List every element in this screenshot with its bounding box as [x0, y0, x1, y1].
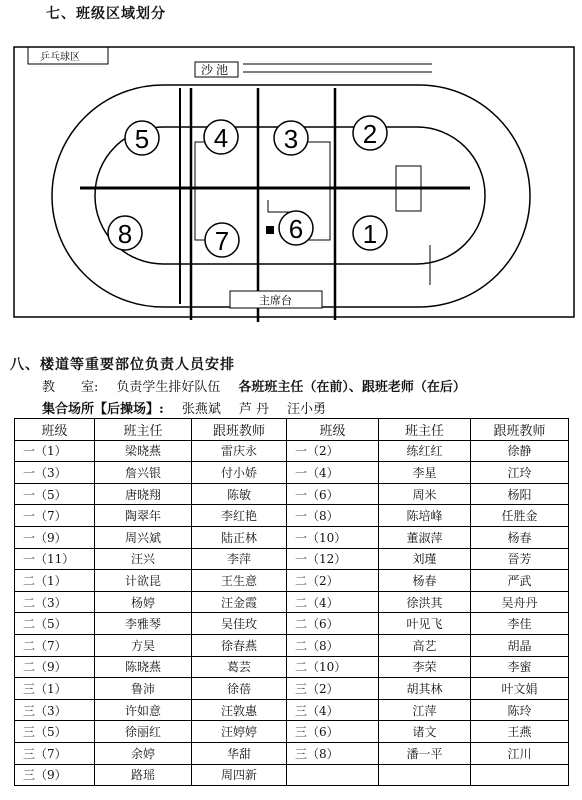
- table-row: [15, 548, 569, 570]
- zone-4: [204, 120, 238, 154]
- head-teacher-cell: 高艺: [379, 634, 471, 656]
- class-cell: 二（7）: [15, 634, 95, 656]
- class-cell: 一（1）: [15, 440, 95, 462]
- table-row: [15, 764, 569, 786]
- assist-teacher-cell: 晉芳: [471, 548, 569, 570]
- assist-teacher-cell: 李红艳: [192, 505, 287, 527]
- roster-table: [14, 418, 569, 786]
- head-teacher-cell: 杨春: [379, 570, 471, 592]
- assist-teacher-cell: 汪敦惠: [192, 699, 287, 721]
- table-row: [15, 462, 569, 484]
- classroom-label: 教 室:: [42, 380, 99, 395]
- table-row: [15, 699, 569, 721]
- assist-teacher-cell: [471, 764, 569, 786]
- assist-teacher-cell: 陈敏: [192, 483, 287, 505]
- assist-teacher-cell: 陈玲: [471, 699, 569, 721]
- assembly-person: 汪小勇: [286, 402, 326, 417]
- zone-6-label: 6: [288, 214, 304, 244]
- class-cell: 二（9）: [15, 656, 95, 678]
- assist-teacher-cell: 李佳: [471, 613, 569, 635]
- zone-1: [353, 216, 387, 250]
- table-row: [15, 678, 569, 700]
- assist-teacher-cell: 李蜜: [471, 656, 569, 678]
- assist-teacher-cell: 汪婷婷: [192, 721, 287, 743]
- zone-5-label: 5: [134, 124, 150, 154]
- head-teacher-cell: 董淑萍: [379, 526, 471, 548]
- head-teacher-cell: 陶翠年: [95, 505, 192, 527]
- table-row: [15, 440, 569, 462]
- assist-teacher-cell: 王燕: [471, 721, 569, 743]
- head-teacher-cell: 余婷: [95, 742, 192, 764]
- assist-teacher-cell: 杨春: [471, 526, 569, 548]
- class-cell: 三（1）: [15, 678, 95, 700]
- assist-teacher-cell: 江川: [471, 742, 569, 764]
- head-teacher-cell: 李雅琴: [95, 613, 192, 635]
- table-row: [15, 613, 569, 635]
- head-teacher-cell: 汪兴: [95, 548, 192, 570]
- head-teacher-cell: 许如意: [95, 699, 192, 721]
- head-teacher-cell: 李荣: [379, 656, 471, 678]
- class-cell: 二（4）: [287, 591, 379, 613]
- zone-3-label: 3: [283, 124, 299, 154]
- assist-teacher-cell: 吴舟丹: [471, 591, 569, 613]
- outer-track: [52, 85, 530, 307]
- class-cell: 一（4）: [287, 462, 379, 484]
- zone-2-label: 2: [362, 119, 378, 149]
- class-cell: 一（5）: [15, 483, 95, 505]
- assist-teacher-cell: 雷庆永: [192, 440, 287, 462]
- head-teacher-cell: 梁晓燕: [95, 440, 192, 462]
- class-cell: 二（3）: [15, 591, 95, 613]
- class-cell: 一（3）: [15, 462, 95, 484]
- class-cell: 一（7）: [15, 505, 95, 527]
- class-cell: 一（6）: [287, 483, 379, 505]
- assist-teacher-cell: 汪金霞: [192, 591, 287, 613]
- zone-7: [205, 223, 239, 257]
- class-cell: 二（2）: [287, 570, 379, 592]
- sandpit-label: 沙 池: [201, 63, 229, 77]
- class-cell: 三（6）: [287, 721, 379, 743]
- class-cell: 一（2）: [287, 440, 379, 462]
- class-cell: 三（9）: [15, 764, 95, 786]
- head-teacher-cell: 方昊: [95, 634, 192, 656]
- head-teacher-cell: 诸文: [379, 721, 471, 743]
- assist-teacher-cell: 胡晶: [471, 634, 569, 656]
- flag-marker: [266, 226, 274, 234]
- class-cell: 三（7）: [15, 742, 95, 764]
- table-header-row: [15, 419, 569, 441]
- class-cell: 三（4）: [287, 699, 379, 721]
- section-8-title: 八、楼道等重要部位负责人员安排: [10, 357, 235, 373]
- assist-teacher-cell: 严武: [471, 570, 569, 592]
- head-teacher-cell: 计欲昆: [95, 570, 192, 592]
- assist-teacher-cell: 周四新: [192, 764, 287, 786]
- head-teacher-cell: 江萍: [379, 699, 471, 721]
- head-teacher-cell: 徐洪其: [379, 591, 471, 613]
- classroom-duty: 负责学生排好队伍: [116, 380, 221, 395]
- head-teacher-cell: 胡其林: [379, 678, 471, 700]
- zone-6: [279, 211, 313, 245]
- assembly-label: 集合场所【后操场】:: [42, 402, 164, 417]
- assembly-person: 张燕斌: [181, 402, 221, 417]
- header-class: 班级: [15, 419, 95, 441]
- classroom-line: [42, 376, 466, 395]
- head-teacher-cell: 杨婷: [95, 591, 192, 613]
- assist-teacher-cell: 杨阳: [471, 483, 569, 505]
- table-row: [15, 656, 569, 678]
- table-row: [15, 526, 569, 548]
- assembly-person: 芦 丹: [238, 402, 269, 417]
- header-class: 班级: [287, 419, 379, 441]
- classroom-teachers: 各班班主任（在前）、跟班老师（在后）: [238, 380, 466, 395]
- class-cell: 二（1）: [15, 570, 95, 592]
- class-cell: [287, 764, 379, 786]
- roster-body: [15, 440, 569, 786]
- zone-7-label: 7: [214, 226, 230, 256]
- class-cell: 一（9）: [15, 526, 95, 548]
- table-row: [15, 591, 569, 613]
- assist-teacher-cell: 付小娇: [192, 462, 287, 484]
- header-head-teacher: 班主任: [379, 419, 471, 441]
- assist-teacher-cell: 叶文娟: [471, 678, 569, 700]
- class-cell: 三（8）: [287, 742, 379, 764]
- assist-teacher-cell: 任胜金: [471, 505, 569, 527]
- table-row: [15, 570, 569, 592]
- assist-teacher-cell: 徐蓓: [192, 678, 287, 700]
- class-cell: 三（3）: [15, 699, 95, 721]
- table-row: [15, 721, 569, 743]
- head-teacher-cell: [379, 764, 471, 786]
- section-7-title: 七、班级区域划分: [46, 6, 166, 22]
- zone-5: [125, 121, 159, 155]
- zone-2: [353, 116, 387, 150]
- head-teacher-cell: 陈培峰: [379, 505, 471, 527]
- head-teacher-cell: 陈晓燕: [95, 656, 192, 678]
- zone-8: [108, 216, 142, 250]
- assist-teacher-cell: 江玲: [471, 462, 569, 484]
- assembly-line: [42, 398, 326, 417]
- head-teacher-cell: 唐晓翔: [95, 483, 192, 505]
- assist-teacher-cell: 徐静: [471, 440, 569, 462]
- assist-teacher-cell: 李萍: [192, 548, 287, 570]
- class-cell: 一（12）: [287, 548, 379, 570]
- class-cell: 三（2）: [287, 678, 379, 700]
- head-teacher-cell: 刘瑾: [379, 548, 471, 570]
- table-row: [15, 505, 569, 527]
- head-teacher-cell: 李星: [379, 462, 471, 484]
- table-row: [15, 742, 569, 764]
- table-row: [15, 483, 569, 505]
- assist-teacher-cell: 陆正林: [192, 526, 287, 548]
- assist-teacher-cell: 徐春燕: [192, 634, 287, 656]
- class-cell: 三（5）: [15, 721, 95, 743]
- head-teacher-cell: 练红红: [379, 440, 471, 462]
- assist-teacher-cell: 吴佳玫: [192, 613, 287, 635]
- head-teacher-cell: 詹兴银: [95, 462, 192, 484]
- center-mark: [268, 200, 300, 212]
- assist-teacher-cell: 王生意: [192, 570, 287, 592]
- head-teacher-cell: 叶见飞: [379, 613, 471, 635]
- pingpong-label: 乒乓球区: [40, 52, 80, 63]
- header-assist-teacher: 跟班教师: [192, 419, 287, 441]
- class-cell: 二（6）: [287, 613, 379, 635]
- zone-8-label: 8: [117, 219, 133, 249]
- table-row: [15, 634, 569, 656]
- head-teacher-cell: 鲁沛: [95, 678, 192, 700]
- assist-teacher-cell: 华甜: [192, 742, 287, 764]
- field-frame: [14, 47, 574, 317]
- head-teacher-cell: 徐丽红: [95, 721, 192, 743]
- zone-3: [274, 121, 308, 155]
- class-cell: 一（10）: [287, 526, 379, 548]
- stage-label: 主席台: [259, 295, 292, 307]
- head-teacher-cell: 潘一平: [379, 742, 471, 764]
- zone-1-label: 1: [362, 219, 378, 249]
- class-cell: 一（8）: [287, 505, 379, 527]
- head-teacher-cell: 周米: [379, 483, 471, 505]
- class-cell: 一（11）: [15, 548, 95, 570]
- class-cell: 二（10）: [287, 656, 379, 678]
- header-head-teacher: 班主任: [95, 419, 192, 441]
- head-teacher-cell: 周兴斌: [95, 526, 192, 548]
- head-teacher-cell: 路瑶: [95, 764, 192, 786]
- zone-4-label: 4: [213, 123, 229, 153]
- class-area-diagram: [0, 0, 582, 350]
- header-assist-teacher: 跟班教师: [471, 419, 569, 441]
- class-cell: 二（8）: [287, 634, 379, 656]
- assist-teacher-cell: 葛芸: [192, 656, 287, 678]
- class-cell: 二（5）: [15, 613, 95, 635]
